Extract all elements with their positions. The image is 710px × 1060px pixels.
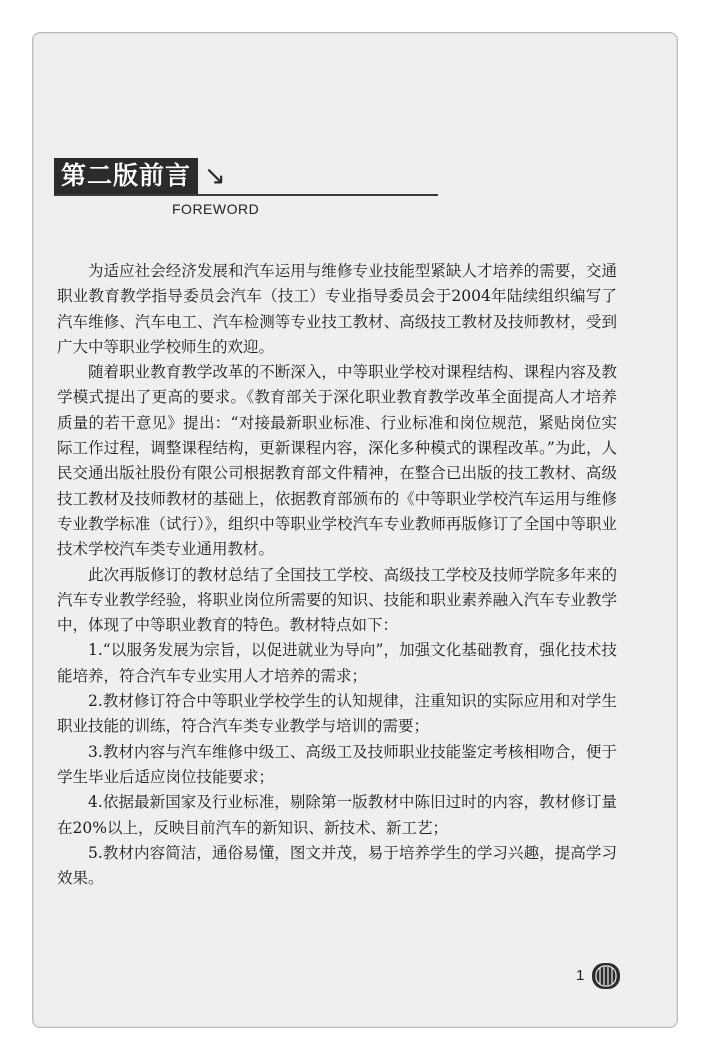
list-item: 2.教材修订符合中等职业学校学生的认知规律，注重知识的实际应用和对学生职业技能的训练，符合汽车类专业教学与培训的需要； <box>57 692 617 736</box>
list-item: 3.教材内容与汽车维修中级工、高级工及技师职业技能鉴定考核相吻合，便于学生毕业后适应岗位技能要求； <box>57 742 617 786</box>
tire-icon <box>590 962 622 990</box>
page-title: 第二版前言 <box>54 158 198 194</box>
title-divider <box>54 194 438 196</box>
list-item: 5.教材内容简洁，通俗易懂，图文并茂，易于培养学生的学习兴趣，提高学习效果。 <box>57 843 617 888</box>
list-item: 4.依据最新国家及行业标准，剔除第一版教材中陈旧过时的内容，教材修订量在20%以上，反映目前汽车的新知识、新技术、新工艺； <box>57 793 617 837</box>
paragraph: 为适应社会经济发展和汽车运用与维修专业技能型紧缺人才培养的需要，交通职业教育教学指导委员会汽车（技工）专业指导委员会于2004年陆续组织编写了汽车维修、汽车电工、汽车检测等专业技工教材、高级技工教材及技师教材，受到广大中等职业学校师生的欢迎。 <box>57 262 617 356</box>
arrow-icon: ↘ <box>204 161 226 191</box>
title-block <box>54 158 444 218</box>
page-number: 1 <box>576 967 585 984</box>
paragraph: 此次再版修订的教材总结了全国技工学校、高级技工学校及技师学院多年来的汽车专业教学经验，将职业岗位所需要的知识、技能和职业素养融入汽车专业教学中，体现了中等职业教育的特色。教材特点如下： <box>57 565 617 635</box>
paragraph: 随着职业教育教学改革的不断深入，中等职业学校对课程结构、课程内容及教学模式提出了更高的要求。《教育部关于深化职业教育教学改革全面提高人才培养质量的若干意见》提出：“对接最新职业标准、行业标准和岗位规范，紧贴岗位实际工作过程，调整课程结构，更新课程内容，深化多种模式的课程改革。”为此，人民交通出版社股份有限公司根据教育部文件精神，在整合已出版的技工教材、高级技工教材及技师教材的基础上，依据教育部颁布的《中等职业学校汽车运用与维修专业教学标准（试行）》，组织中等职业学校汽车专业教师再版修订了全国中等职业技术学校汽车类专业通用教材。 <box>57 363 617 559</box>
body-text <box>57 259 617 891</box>
list-item: 1.“以服务发展为宗旨，以促进就业为导向”，加强文化基础教育，强化技术技能培养，符合汽车专业实用人才培养的需求； <box>57 641 617 685</box>
page-subtitle: FOREWORD <box>172 201 260 217</box>
